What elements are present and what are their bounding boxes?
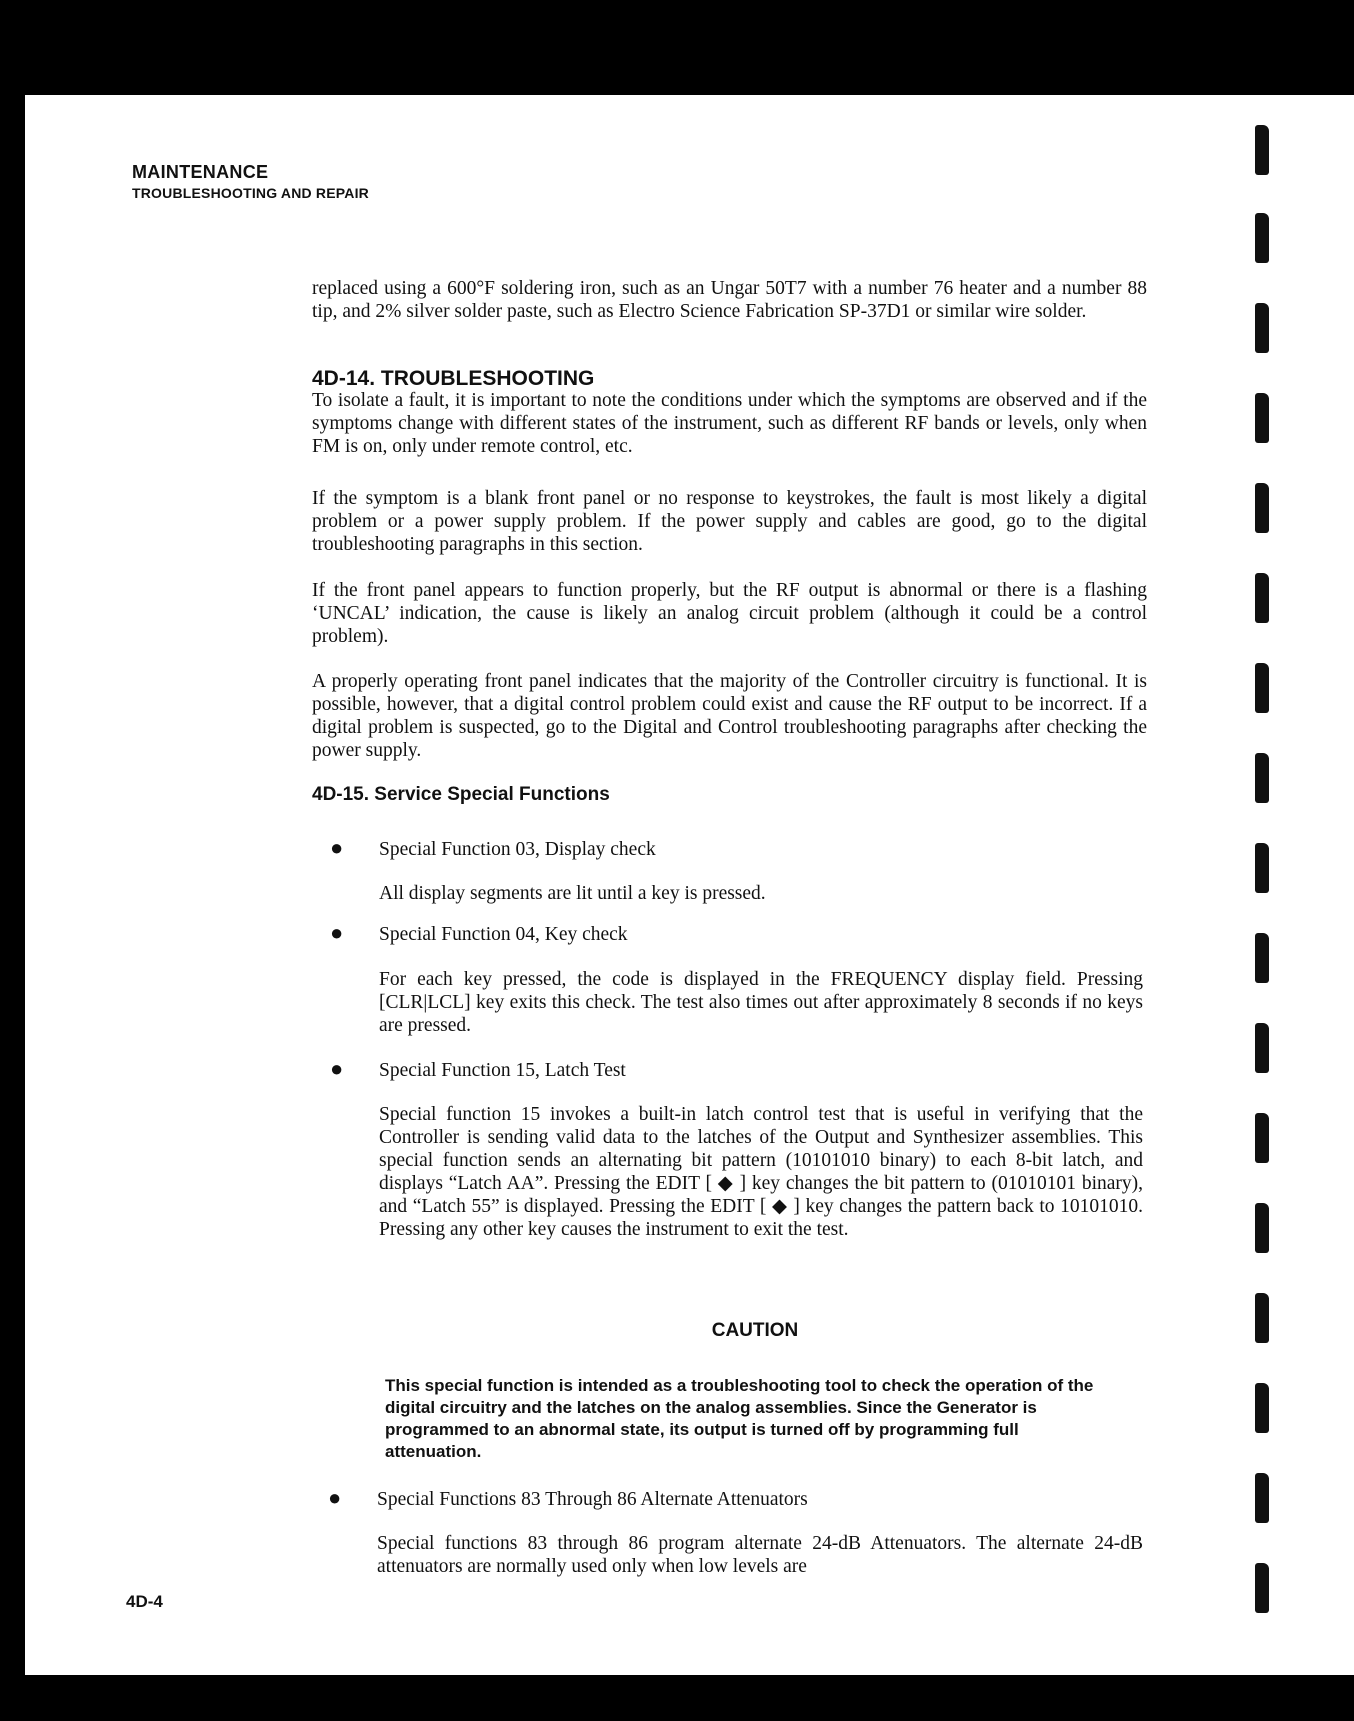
binding-mark — [1255, 483, 1269, 533]
list-item-title: Special Function 04, Key check — [379, 924, 628, 945]
binding-mark — [1255, 933, 1269, 983]
section-14-heading: 4D-14. TROUBLESHOOTING — [312, 367, 595, 390]
list-item-title: Special Function 15, Latch Test — [379, 1060, 626, 1081]
binding-mark — [1255, 663, 1269, 713]
binding-mark — [1255, 753, 1269, 803]
binding-mark — [1255, 1383, 1269, 1433]
binding-mark — [1255, 1293, 1269, 1343]
binding-mark — [1255, 303, 1269, 353]
binding-mark — [1255, 573, 1269, 623]
list-item-title: Special Functions 83 Through 86 Alternate Attenuators — [377, 1489, 808, 1510]
binding-mark — [1255, 1563, 1269, 1613]
binding-mark — [1255, 393, 1269, 443]
binding-mark — [1255, 1113, 1269, 1163]
document-page — [25, 95, 1354, 1675]
list-item-body: Special functions 83 through 86 program alternate 24-dB Attenuators. The alternate 24-dB attenuators are normally used only when low levels are — [377, 1533, 1143, 1577]
binding-mark — [1255, 125, 1269, 175]
list-item-body: For each key pressed, the code is displayed in the FREQUENCY display field. Pressing [CLR|LCL] key exits this check. The test also times out after approximately 8 seconds if no keys are pressed. — [379, 969, 1143, 1036]
binding-mark — [1255, 1203, 1269, 1253]
section-14-paragraph: If the symptom is a blank front panel or no response to keystrokes, the fault is most likely a digital problem or a power supply problem. If the power supply and cables are good, go to the digital troubleshooting paragraphs in this section. — [312, 488, 1147, 555]
section-14-paragraph: A properly operating front panel indicates that the majority of the Controller circuitry is functional. It is possible, however, that a digital control problem could exist and cause the RF output to be incorrect. If a digital problem is suspected, go to the Digital and Control troubleshooting paragraphs after checking the power supply. — [312, 671, 1147, 761]
bullet-icon: ● — [330, 835, 344, 860]
list-item-title: Special Function 03, Display check — [379, 839, 656, 860]
intro-paragraph: replaced using a 600°F soldering iron, such as an Ungar 50T7 with a number 76 heater and a number 88 tip, and 2% silver solder paste, such as Electro Science Fabrication SP-37D1 or similar wire solder. — [312, 278, 1147, 322]
bullet-icon: ● — [330, 1056, 344, 1081]
binding-mark — [1255, 213, 1269, 263]
bullet-icon: ● — [330, 920, 344, 945]
list-item-body: All display segments are lit until a key is pressed. — [379, 883, 766, 904]
binding-marks — [1255, 125, 1285, 1655]
caution-text: This special function is intended as a troubleshooting tool to check the operation of the digital circuitry and the latches on the analog assemblies. Since the Generator is programmed to an abnormal state, its output is turned off by programming full attenuation. — [385, 1376, 1094, 1461]
running-header — [132, 162, 369, 201]
header-subsection: TROUBLESHOOTING AND REPAIR — [132, 185, 369, 201]
section-15-heading: 4D-15. Service Special Functions — [312, 784, 610, 805]
list-item-body: Special function 15 invokes a built-in latch control test that is useful in verifying that the Controller is sending valid data to the latches of the Output and Synthesizer assemblies. This special function sends an alternating bit pattern (10101010 binary) to each 8-bit latch, and displays “Latch AA”. Pressing the EDIT [ ◆ ] key changes the bit pattern to (01010101 binary), and “Latch 55” is displayed. Pressing the EDIT [ ◆ ] key changes the pattern back to 10101010. Pressing any other key causes the instrument to exit the test. — [379, 1104, 1143, 1240]
binding-mark — [1255, 1473, 1269, 1523]
binding-mark — [1255, 843, 1269, 893]
section-14-paragraph: To isolate a fault, it is important to note the conditions under which the symptoms are observed and if the symptoms change with different states of the instrument, such as different RF bands or levels, only when FM is on, only under remote control, etc. — [312, 390, 1147, 457]
header-section: MAINTENANCE — [132, 162, 269, 182]
bullet-icon: ● — [328, 1485, 342, 1510]
binding-mark — [1255, 1023, 1269, 1073]
caution-title: CAUTION — [711, 1320, 799, 1341]
page-number: 4D-4 — [126, 1592, 163, 1611]
section-14-paragraph: If the front panel appears to function properly, but the RF output is abnormal or there is a flashing ‘UNCAL’ indication, the cause is likely an analog circuit problem (although it could be a control problem). — [312, 580, 1147, 647]
